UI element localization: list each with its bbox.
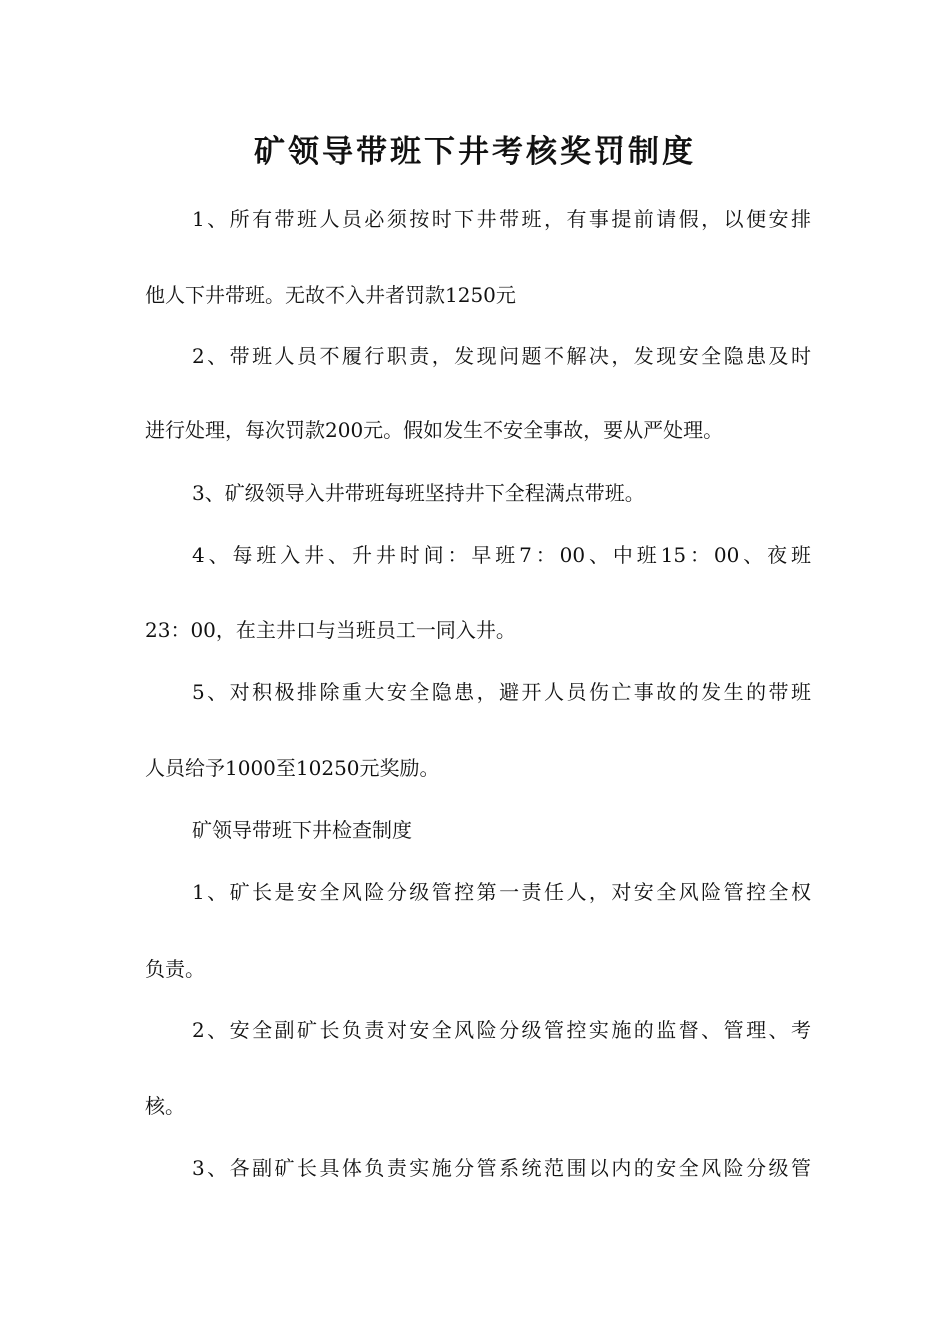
paragraph-line: 1、矿长是安全风险分级管控第一责任人，对安全风险管控全权 — [192, 880, 811, 904]
paragraph-line: 5、对积极排除重大安全隐患，避开人员伤亡事故的发生的带班 — [192, 680, 811, 704]
paragraph-line: 人员给予1000至10250元奖励。 — [145, 756, 440, 780]
paragraph-line: 负责。 — [145, 957, 205, 981]
paragraph-line: 4、每班入井、升井时间：早班7：00、中班15：00、夜班 — [192, 543, 811, 567]
document-title: 矿领导带班下井考核奖罚制度 — [254, 134, 696, 170]
paragraph-line: 进行处理，每次罚款200元。假如发生不安全事故，要从严处理。 — [145, 418, 724, 442]
section-heading: 矿领导带班下井检查制度 — [192, 818, 412, 842]
paragraph-line: 2、带班人员不履行职责，发现问题不解决，发现安全隐患及时 — [192, 344, 811, 368]
paragraph-line: 23：00，在主井口与当班员工一同入井。 — [145, 618, 516, 642]
paragraph-line: 他人下井带班。无故不入井者罚款1250元 — [145, 283, 516, 307]
paragraph-line: 核。 — [145, 1094, 185, 1118]
paragraph-line: 3、矿级领导入井带班每班坚持井下全程满点带班。 — [192, 481, 645, 505]
paragraph-line: 1、所有带班人员必须按时下井带班，有事提前请假，以便安排 — [192, 207, 811, 231]
paragraph-line: 2、安全副矿长负责对安全风险分级管控实施的监督、管理、考 — [192, 1018, 811, 1042]
paragraph-line: 3、各副矿长具体负责实施分管系统范围以内的安全风险分级管 — [192, 1156, 811, 1180]
